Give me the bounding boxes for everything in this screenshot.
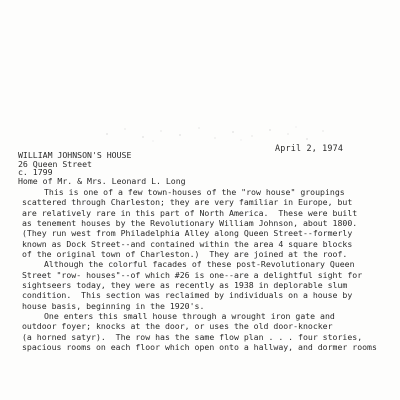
text-line: are relatively rare in this part of North America. These were built [22, 207, 358, 218]
paragraph [22, 187, 394, 259]
text-line: scattered through Charleston; they are very familiar in Europe, but [22, 197, 353, 208]
text-line: spacious rooms on each floor which open onto a hallway, and dormer rooms [22, 342, 377, 353]
house-year: c. 1799 [18, 167, 53, 178]
text-line: Although the colorful facades of these post-Revolutionary Queen [44, 259, 355, 270]
text-line: outdoor foyer; knocks at the door, or uses the old door-knocker [22, 321, 333, 332]
text-line: (a horned satyr). The row has the same flow plan . . . four stories, [22, 331, 363, 342]
house-owner: Home of Mr. & Mrs. Leonard L. Long [18, 175, 186, 186]
document-header [18, 151, 186, 185]
text-line: as tenement houses by the Revolutionary William Johnson, about 1800. [22, 218, 358, 229]
paragraph [22, 259, 394, 311]
text-line: Street "row- houses"--of which #26 is one--are a delightful sight for [22, 269, 363, 280]
text-line: sightseers today, they were as recently as 1938 in deplorable slum [22, 280, 348, 291]
document-body [22, 187, 394, 353]
document-date: April 2, 1974 [275, 143, 344, 153]
text-line: One enters this small house through a wrought iron gate and [44, 311, 335, 322]
text-line: of the original town of Charleston.) They are joined at the roof. [22, 249, 348, 260]
text-line: This is one of a few town-houses of the "row house" groupings [44, 187, 345, 197]
text-line: known as Dock Street--and contained within the area 4 square blocks [22, 238, 353, 249]
text-line: house basis, beginning in the 1920's. [22, 300, 205, 311]
house-title: WILLIAM JOHNSON'S HOUSE [18, 150, 132, 160]
paper-speckle [95, 120, 335, 144]
house-address: 26 Queen Street [18, 158, 92, 169]
paragraph [22, 311, 394, 352]
text-line: (They run west from Philadelphia Alley along Queen Street--formerly [22, 228, 353, 239]
text-line: condition. This section was reclaimed by individuals on a house by [22, 290, 353, 301]
